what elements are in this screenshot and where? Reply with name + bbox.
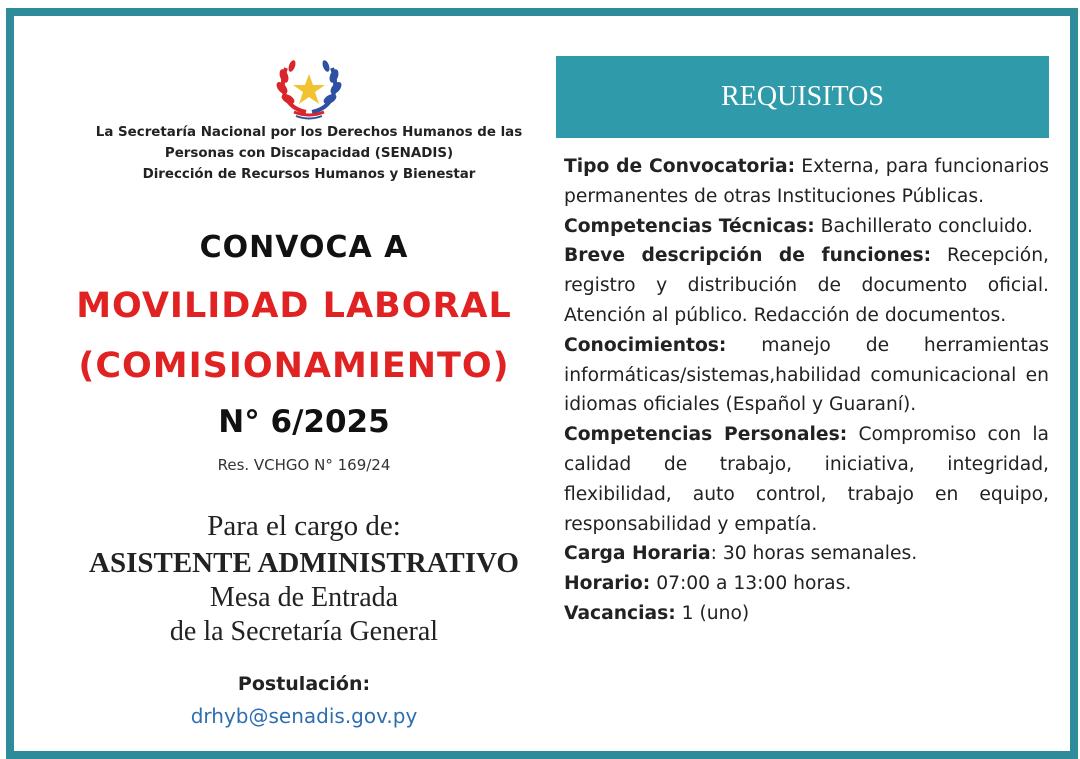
application-email-link[interactable]: drhyb@senadis.gov.py (190, 704, 418, 728)
requirement-value: Recepción, registro y distribución de documento oficial. Atención al público. Redacción de documentos. (564, 245, 1049, 326)
requirement-label: Competencias Técnicas: (564, 215, 815, 237)
position-area-line1: Mesa de Entrada (209, 582, 399, 613)
requirement-value: Externa, para funcionarios permanentes de otras Instituciones Públicas. (564, 156, 1049, 207)
requirement-label: Breve descripción de funciones: (564, 245, 932, 267)
org-line: Dirección de Recursos Humanos y Bienestar (142, 167, 476, 182)
requirements-header-label: REQUISITOS (721, 81, 884, 112)
requirement-value: : 30 horas semanales. (710, 543, 918, 565)
requirement-item (564, 212, 1049, 242)
requirement-item (564, 539, 1049, 569)
resolution-reference: Res. VCHGO N° 169/24 (217, 456, 391, 474)
requirement-item (564, 241, 1049, 330)
requirement-label: Conocimientos: (564, 334, 727, 356)
requirement-item (564, 331, 1049, 420)
requirement-item (564, 569, 1049, 599)
requirements-body (564, 152, 1049, 629)
document-frame (6, 8, 1078, 759)
position-title: ASISTENTE ADMINISTRATIVO (89, 547, 519, 579)
movilidad-title: MOVILIDAD LABORAL (76, 286, 512, 326)
position-intro: Para el cargo de: (207, 510, 401, 542)
requirements-header (556, 56, 1049, 138)
position-area-line2: de la Secretaría General (169, 616, 439, 647)
requirement-label: Horario: (564, 573, 651, 595)
convoca-title: CONVOCA A (199, 230, 409, 265)
organization-heading (74, 122, 544, 185)
requirement-label: Competencias Personales: (564, 424, 848, 446)
requirement-label: Tipo de Convocatoria: (564, 156, 796, 177)
requirement-value: 1 (uno) (675, 602, 750, 624)
paraguay-shield-emblem-icon (272, 52, 346, 120)
left-column (14, 16, 544, 751)
call-number: N° 6/2025 (218, 404, 390, 440)
org-line: La Secretaría Nacional por los Derechos Humanos de las (95, 125, 523, 140)
requirement-label: Carga Horaria (564, 543, 711, 565)
requirement-value: manejo de herramientas informáticas/sistemas,habilidad comunicacional en idiomas oficiales (Español y Guaraní). (564, 334, 1049, 416)
org-line: Personas con Discapacidad (SENADIS) (164, 146, 454, 161)
requirement-item (564, 599, 1049, 629)
requirement-value: 07:00 a 13:00 horas. (650, 573, 852, 595)
requirement-item (564, 152, 1049, 212)
requirement-item (564, 420, 1049, 539)
requirement-value: Bachillerato concluido. (814, 215, 1033, 237)
requirement-label: Vacancias: (564, 602, 676, 624)
comisionamiento-title: (COMISIONAMIENTO) (78, 346, 510, 386)
application-label: Postulación: (237, 673, 371, 695)
requirement-value: Compromiso con la calidad de trabajo, iniciativa, integridad, flexibilidad, auto control, trabajo en equipo, responsabilidad y empatía. (564, 424, 1049, 535)
